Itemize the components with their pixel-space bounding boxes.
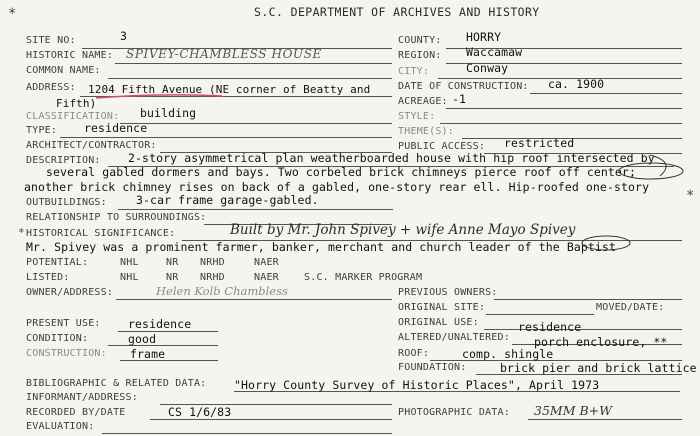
previous-owners-line <box>494 299 682 300</box>
department-header: S.C. DEPARTMENT OF ARCHIVES AND HISTORY <box>254 5 540 19</box>
marker-program-label: S.C. MARKER PROGRAM <box>304 272 423 283</box>
date-of-construction-value: ca. 1900 <box>548 77 605 91</box>
evaluation-line <box>102 433 392 434</box>
public-access-value: restricted <box>504 136 575 150</box>
condition-line <box>108 345 218 346</box>
bibliographic-label: BIBLIOGRAPHIC & RELATED DATA: <box>26 378 207 389</box>
themes-label: THEME(S): <box>398 126 454 137</box>
previous-owners-label: PREVIOUS OWNERS: <box>398 287 498 298</box>
site-no-label: SITE NO: <box>26 35 76 46</box>
region-value: Waccamaw <box>466 45 523 59</box>
acreage-label: ACREAGE: <box>398 96 448 107</box>
site-no-value: 3 <box>120 29 128 43</box>
listed-label: LISTED: <box>26 272 70 283</box>
city-value: Conway <box>466 61 509 75</box>
moved-date-label: MOVED/DATE: <box>596 302 665 313</box>
foundation-value: brick pier and brick lattice <box>500 361 697 375</box>
owner-address-line <box>116 299 392 300</box>
historic-name-line <box>115 63 392 64</box>
county-label: COUNTY: <box>398 35 442 46</box>
potential-naer: NAER <box>254 257 279 268</box>
original-use-line <box>484 329 682 330</box>
informant-label: INFORMANT/ADDRESS: <box>26 392 138 403</box>
description-line1: 2-story asymmetrical plan weatherboarded house with hip roof intersected by <box>128 151 655 165</box>
classification-line <box>120 123 392 124</box>
roof-value: comp. shingle <box>462 347 554 361</box>
bibliographic-value: "Horry County Survey of Historic Places", April 1973 <box>234 378 600 392</box>
date-of-construction-line <box>530 93 682 94</box>
classification-value: building <box>140 106 197 120</box>
asterisk-right-margin: * <box>686 188 695 204</box>
roof-label: ROOF: <box>398 348 430 359</box>
outbuildings-value: 3-car frame garage-gabled. <box>136 193 319 207</box>
listed-nrhd: NRHD <box>200 272 225 283</box>
significance-label: HISTORICAL SIGNIFICANCE: <box>26 228 176 239</box>
listed-naer: NAER <box>254 272 279 283</box>
description-line2: several gabled dormers and bays. Two corbeled brick chimneys pierce roof off center; <box>46 165 636 179</box>
altered-value: porch enclosure, ** <box>534 335 668 349</box>
original-use-value: residence <box>518 320 582 334</box>
historic-name-label: HISTORIC NAME: <box>26 50 114 61</box>
outbuildings-line <box>118 209 393 210</box>
classification-label: CLASSIFICATION: <box>26 111 120 122</box>
acreage-value: -1 <box>452 92 467 106</box>
foundation-label: FOUNDATION: <box>398 362 467 373</box>
construction-value: frame <box>130 347 166 361</box>
significance-handwritten: Built by Mr. John Spivey + wife Anne Mayo Spivey <box>230 222 576 238</box>
architect-label: ARCHITECT/CONTRACTOR: <box>26 140 157 151</box>
evaluation-label: EVALUATION: <box>26 421 95 432</box>
date-of-construction-label: DATE OF CONSTRUCTION: <box>398 81 529 92</box>
photographic-data-line <box>528 419 682 420</box>
public-access-line <box>484 153 682 154</box>
type-line <box>60 137 392 138</box>
potential-label: POTENTIAL: <box>26 257 89 268</box>
relationship-label: RELATIONSHIP TO SURROUNDINGS: <box>26 212 207 223</box>
type-label: TYPE: <box>26 125 58 136</box>
address-value-line2: Fifth) <box>56 97 97 110</box>
construction-label: CONSTRUCTION: <box>26 348 107 359</box>
present-use-value: residence <box>128 317 192 331</box>
present-use-label: PRESENT USE: <box>26 318 101 329</box>
region-label: REGION: <box>398 50 442 61</box>
potential-nrhd: NRHD <box>200 257 225 268</box>
photographic-data-handwritten: 35MM B+W <box>534 403 612 418</box>
city-label: CITY: <box>398 66 430 77</box>
photographic-data-label: PHOTOGRAPHIC DATA: <box>398 407 510 418</box>
condition-value: good <box>128 332 157 346</box>
original-site-label: ORIGINAL SITE: <box>398 302 486 313</box>
county-value: HORRY <box>466 30 502 44</box>
asterisk-significance: * <box>18 226 25 239</box>
address-line <box>80 96 392 97</box>
style-line <box>440 123 682 124</box>
outbuildings-label: OUTBUILDINGS: <box>26 197 107 208</box>
address-value-line1: 1204 Fifth Avenue (NE corner of Beatty and <box>88 83 371 96</box>
asterisk-top-left: * <box>8 6 17 22</box>
style-label: STYLE: <box>398 111 436 122</box>
description-line3: another brick chimney rises on back of a gabled, one-story rear ell. Hip-roofed one-story <box>24 180 650 194</box>
historic-name-handwritten: SPIVEY-CHAMBLESS HOUSE <box>126 47 322 61</box>
significance-line2: Mr. Spivey was a prominent farmer, banker, merchant and church leader of the Baptist <box>26 240 616 254</box>
recorded-by-line <box>150 419 392 420</box>
potential-nr: NR <box>166 257 179 268</box>
listed-nr: NR <box>166 272 179 283</box>
recorded-by-label: RECORDED BY/DATE <box>26 407 126 418</box>
listed-nhl: NHL <box>120 272 139 283</box>
potential-nhl: NHL <box>120 257 139 268</box>
common-name-label: COMMON NAME: <box>26 65 101 76</box>
owner-handwritten: Helen Kolb Chambless <box>156 284 288 298</box>
original-site-line <box>486 314 594 315</box>
condition-label: CONDITION: <box>26 333 89 344</box>
original-use-label: ORIGINAL USE: <box>398 317 479 328</box>
description-label: DESCRIPTION: <box>26 155 101 166</box>
recorded-by-value: CS 1/6/83 <box>168 405 232 419</box>
acreage-line <box>446 108 682 109</box>
common-name-line <box>108 78 392 79</box>
altered-label: ALTERED/UNALTERED: <box>398 332 510 343</box>
owner-address-label: OWNER/ADDRESS: <box>26 287 114 298</box>
public-access-label: PUBLIC ACCESS: <box>398 141 486 152</box>
address-label: ADDRESS: <box>26 82 76 93</box>
type-value: residence <box>84 121 148 135</box>
